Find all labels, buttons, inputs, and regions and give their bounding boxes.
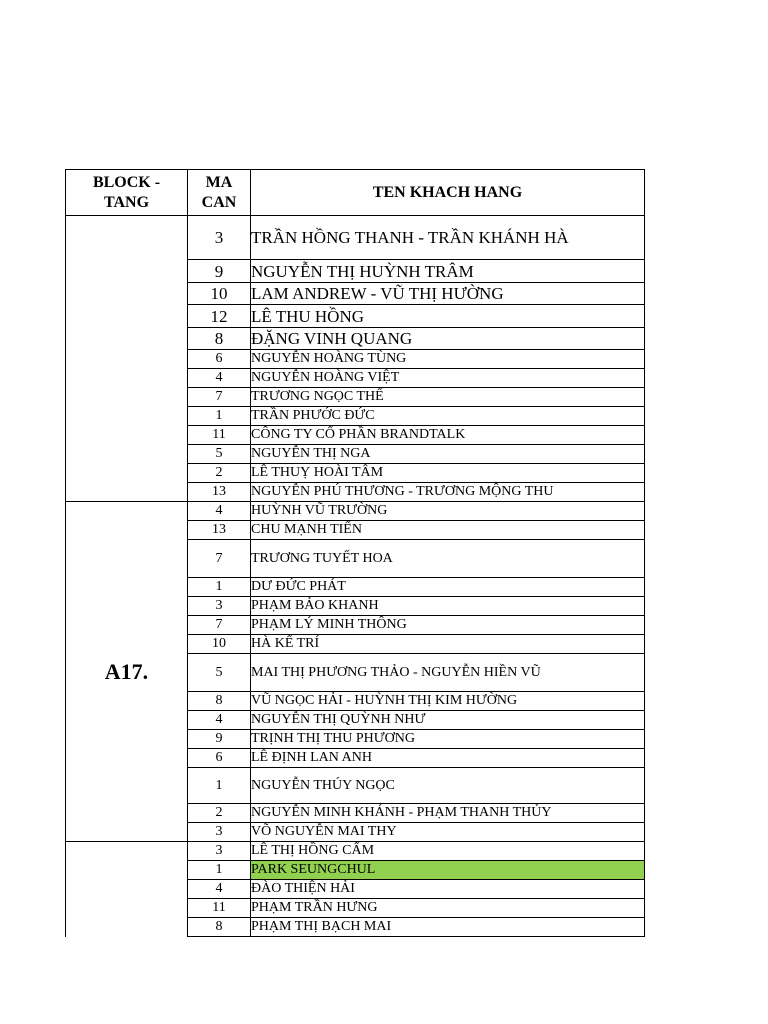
- customer-name-cell: LÊ THUỴ HOÀI TÂM: [251, 464, 645, 483]
- customer-name-cell: VÕ NGUYỄN MAI THY: [251, 823, 645, 842]
- ma-can-cell: 8: [188, 328, 251, 350]
- ma-can-cell: 1: [188, 768, 251, 804]
- customer-name-cell: ĐẶNG VINH QUANG: [251, 328, 645, 350]
- customer-name-cell: NGUYỄN HOÀNG VIỆT: [251, 369, 645, 388]
- customer-name-cell: PHẠM BẢO KHANH: [251, 597, 645, 616]
- ma-can-cell: 3: [188, 842, 251, 861]
- block-cell: A17.: [66, 502, 188, 842]
- customer-name-cell: LÊ THỊ HỒNG CẨM: [251, 842, 645, 861]
- ma-can-cell: 12: [188, 305, 251, 328]
- ma-can-cell: 1: [188, 407, 251, 426]
- ma-can-cell: 8: [188, 692, 251, 711]
- ma-can-cell: 6: [188, 749, 251, 768]
- customer-name-cell: TRẦN PHƯỚC ĐỨC: [251, 407, 645, 426]
- customer-name-cell: PHẠM TRẦN HƯNG: [251, 899, 645, 918]
- ma-can-cell: 3: [188, 216, 251, 260]
- table-row: [66, 502, 645, 521]
- ma-can-cell: 1: [188, 578, 251, 597]
- ma-can-cell: 5: [188, 445, 251, 464]
- customer-name-cell: DƯ ĐỨC PHÁT: [251, 578, 645, 597]
- customer-name-cell: LÊ ĐỊNH LAN ANH: [251, 749, 645, 768]
- ma-can-cell: 13: [188, 483, 251, 502]
- customer-name-cell: MAI THỊ PHƯƠNG THẢO - NGUYỄN HIỀN VŨ: [251, 654, 645, 692]
- ma-can-cell: 10: [188, 283, 251, 305]
- customer-name-cell: CHU MẠNH TIẾN: [251, 521, 645, 540]
- customer-name-cell: LÊ THU HỒNG: [251, 305, 645, 328]
- header-ten-khach-hang: TEN KHACH HANG: [251, 170, 645, 216]
- customer-name-cell: NGUYỄN MINH KHÁNH - PHẠM THANH THỦY: [251, 804, 645, 823]
- customer-name-cell-highlighted: PARK SEUNGCHUL: [251, 861, 645, 880]
- ma-can-cell: 4: [188, 502, 251, 521]
- customer-name-cell: TRƯƠNG NGỌC THẾ: [251, 388, 645, 407]
- ma-can-cell: 4: [188, 880, 251, 899]
- ma-can-cell: 1: [188, 861, 251, 880]
- ma-can-cell: 11: [188, 899, 251, 918]
- ma-can-cell: 11: [188, 426, 251, 445]
- ma-can-cell: 13: [188, 521, 251, 540]
- ma-can-cell: 10: [188, 635, 251, 654]
- customer-name-cell: HÀ KẾ TRÍ: [251, 635, 645, 654]
- ma-can-cell: 3: [188, 597, 251, 616]
- ma-can-cell: 4: [188, 711, 251, 730]
- ma-can-cell: 4: [188, 369, 251, 388]
- block-cell: [66, 216, 188, 502]
- header-block-tang: BLOCK - TANG: [66, 170, 188, 216]
- ma-can-cell: 7: [188, 388, 251, 407]
- customer-name-cell: NGUYỄN THỊ NGA: [251, 445, 645, 464]
- customer-name-cell: CÔNG TY CỔ PHẦN BRANDTALK: [251, 426, 645, 445]
- customer-name-cell: NGUYỄN THÚY NGỌC: [251, 768, 645, 804]
- customer-name-cell: PHẠM THỊ BẠCH MAI: [251, 918, 645, 937]
- table-row: [66, 842, 645, 861]
- customer-name-cell: VŨ NGỌC HẢI - HUỲNH THỊ KIM HƯỜNG: [251, 692, 645, 711]
- customer-name-cell: HUỲNH VŨ TRƯỜNG: [251, 502, 645, 521]
- header-ma-can: MA CAN: [188, 170, 251, 216]
- header-row: [66, 170, 645, 216]
- customer-name-cell: NGUYỄN THỊ QUỲNH NHƯ: [251, 711, 645, 730]
- customer-name-cell: ĐÀO THIỆN HẢI: [251, 880, 645, 899]
- ma-can-cell: 5: [188, 654, 251, 692]
- customer-name-cell: NGUYỄN PHÚ THƯƠNG - TRƯƠNG MỘNG THU: [251, 483, 645, 502]
- customer-name-cell: LAM ANDREW - VŨ THỊ HƯỜNG: [251, 283, 645, 305]
- ma-can-cell: 9: [188, 260, 251, 283]
- table-row: [66, 216, 645, 260]
- ma-can-cell: 7: [188, 616, 251, 635]
- ma-can-cell: 8: [188, 918, 251, 937]
- customer-name-cell: TRẦN HỒNG THANH - TRẦN KHÁNH HÀ: [251, 216, 645, 260]
- ma-can-cell: 9: [188, 730, 251, 749]
- customer-table: [65, 169, 645, 937]
- customer-name-cell: TRỊNH THỊ THU PHƯƠNG: [251, 730, 645, 749]
- ma-can-cell: 2: [188, 804, 251, 823]
- ma-can-cell: 2: [188, 464, 251, 483]
- customer-name-cell: PHẠM LÝ MINH THÔNG: [251, 616, 645, 635]
- ma-can-cell: 3: [188, 823, 251, 842]
- ma-can-cell: 6: [188, 350, 251, 369]
- ma-can-cell: 7: [188, 540, 251, 578]
- customer-name-cell: NGUYỄN HOÀNG TÙNG: [251, 350, 645, 369]
- block-cell: [66, 842, 188, 937]
- customer-name-cell: NGUYỄN THỊ HUỲNH TRÂM: [251, 260, 645, 283]
- customer-name-cell: TRƯƠNG TUYẾT HOA: [251, 540, 645, 578]
